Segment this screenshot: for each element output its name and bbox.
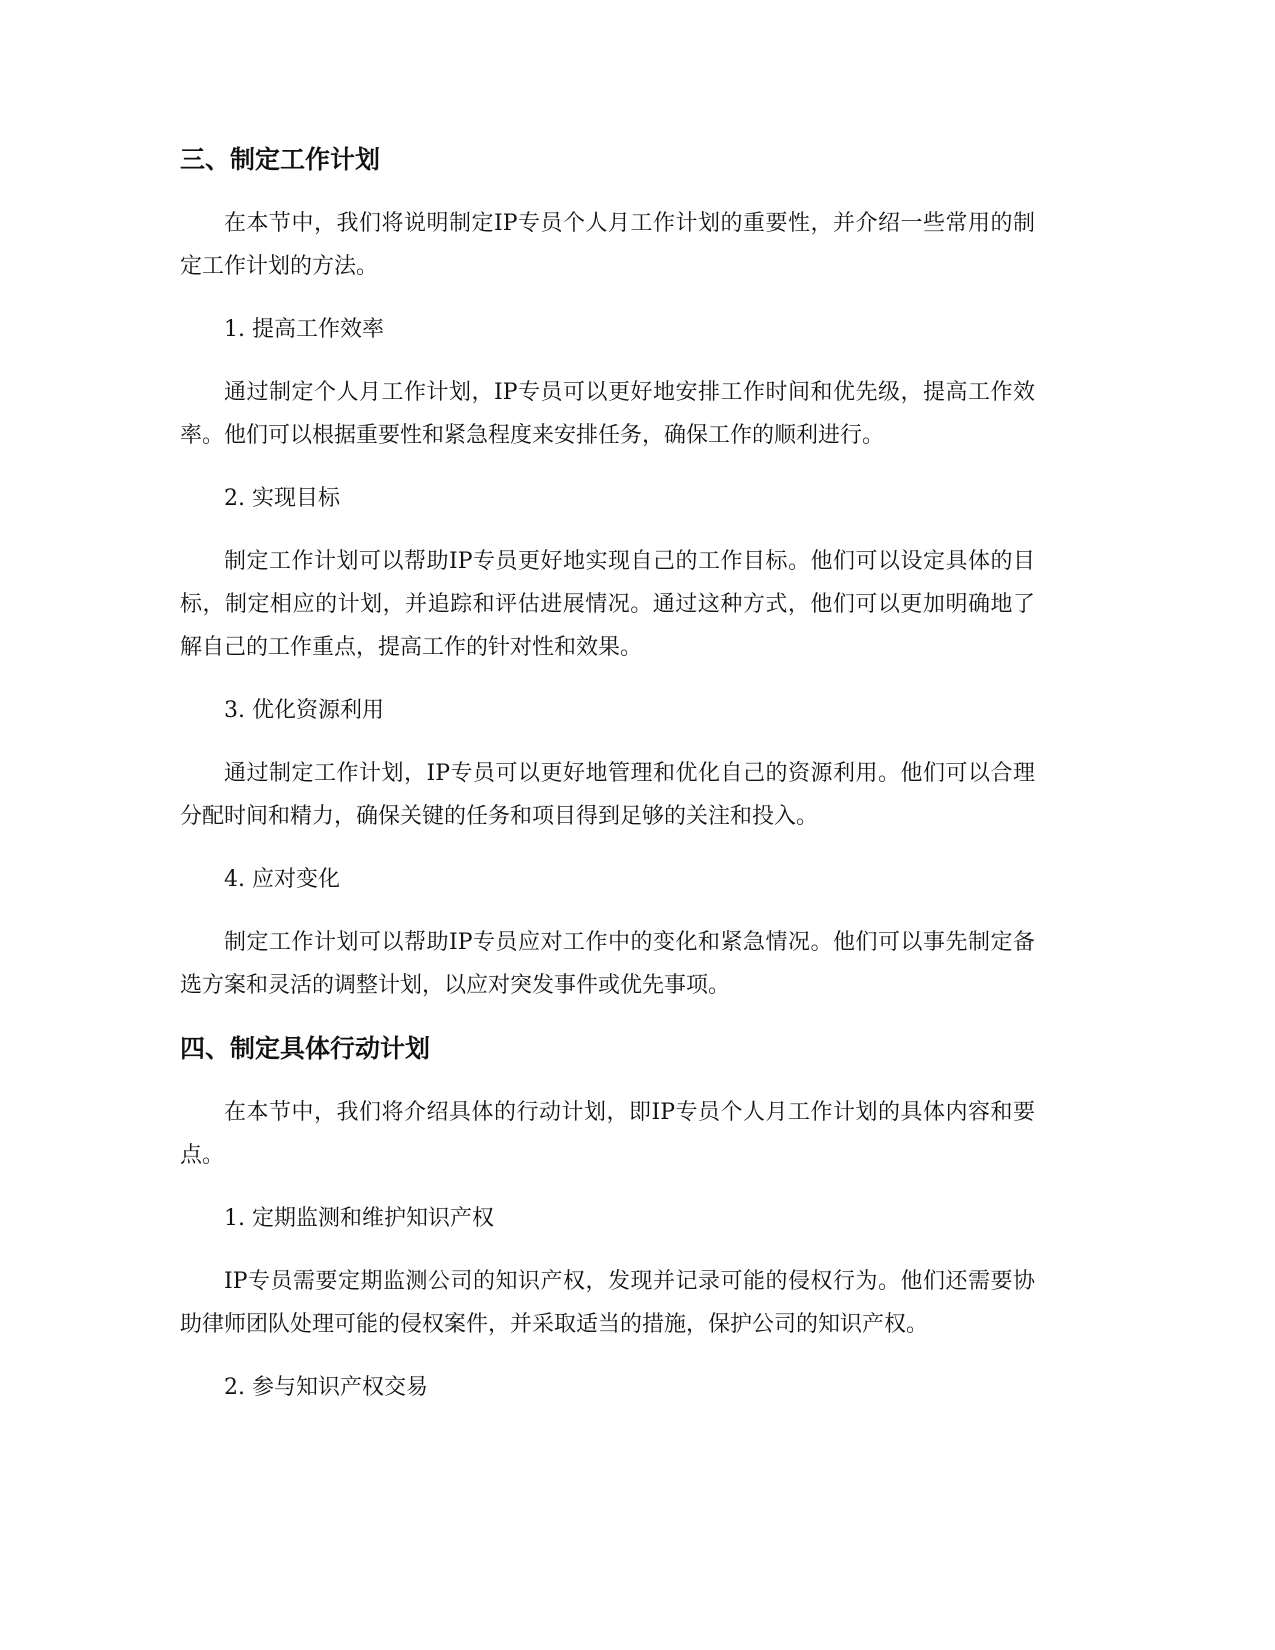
section-3-item-2-title: 2. 实现目标: [224, 486, 340, 511]
document-page: [180, 138, 1035, 1429]
section-4-intro: 在本节中，我们将介绍具体的行动计划，即IP专员个人月工作计划的具体内容和要点。: [180, 1100, 1035, 1168]
section-3-item-3-title: 3. 优化资源利用: [224, 698, 384, 723]
section-4-item-2-title: 2. 参与知识产权交易: [224, 1375, 428, 1400]
section-3-item-1-title: 1. 提高工作效率: [224, 317, 384, 342]
section-4-heading: 四、制定具体行动计划: [180, 1034, 431, 1063]
section-3-intro: 在本节中，我们将说明制定IP专员个人月工作计划的重要性，并介绍一些常用的制定工作计划的方法。: [180, 211, 1035, 279]
section-4-item-1-title: 1. 定期监测和维护知识产权: [224, 1206, 494, 1231]
section-3-item-4-body: 制定工作计划可以帮助IP专员应对工作中的变化和紧急情况。他们可以事先制定备选方案和灵活的调整计划，以应对突发事件或优先事项。: [180, 930, 1035, 998]
section-3-item-1-body: 通过制定个人月工作计划，IP专员可以更好地安排工作时间和优先级，提高工作效率。他们可以根据重要性和紧急程度来安排任务，确保工作的顺利进行。: [180, 380, 1035, 448]
section-3-item-2-body: 制定工作计划可以帮助IP专员更好地实现自己的工作目标。他们可以设定具体的目标，制定相应的计划，并追踪和评估进展情况。通过这种方式，他们可以更加明确地了解自己的工作重点，提高工作的针对性和效果。: [180, 549, 1035, 660]
section-3-item-3-body: 通过制定工作计划，IP专员可以更好地管理和优化自己的资源利用。他们可以合理分配时间和精力，确保关键的任务和项目得到足够的关注和投入。: [180, 761, 1035, 829]
section-4-item-1-body: IP专员需要定期监测公司的知识产权，发现并记录可能的侵权行为。他们还需要协助律师团队处理可能的侵权案件，并采取适当的措施，保护公司的知识产权。: [180, 1269, 1035, 1337]
section-3-item-4-title: 4. 应对变化: [224, 867, 340, 892]
section-3-heading: 三、制定工作计划: [180, 145, 381, 174]
